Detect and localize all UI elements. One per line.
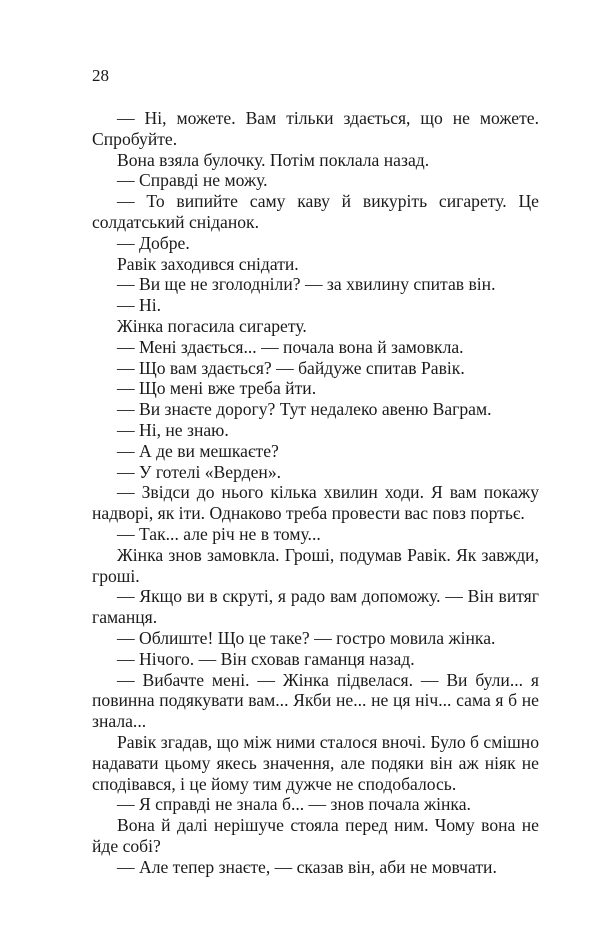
- paragraph: Жінка знов замовкла. Гроші, подумав Равік. Як завжди, гроші.: [92, 544, 539, 586]
- paragraph: — А де ви мешкаєте?: [117, 440, 279, 461]
- paragraph: — Ні.: [117, 295, 161, 316]
- paragraph: — Що вам здається? — байдуже спитав Равік.: [117, 357, 465, 378]
- paragraph: Вона й далі нерішуче стояла перед ним. Чому вона не йде собі?: [92, 815, 539, 856]
- paragraph: — Так... але річ не в тому...: [117, 523, 321, 544]
- paragraph: — Вибачте мені. — Жінка підвелася. — Ви були... я повинна подякувати вам... Якби не... не ця ніч... сама я б не знала...: [92, 669, 539, 732]
- paragraph: — У готелі «Верден».: [117, 461, 282, 482]
- paragraph: Жінка погасила сигарету.: [117, 315, 307, 336]
- paragraph: Равік заходився снідати.: [117, 253, 299, 274]
- page-number: 28: [92, 66, 109, 85]
- paragraph: — То випийте саму каву й викуріть сигарету. Це солдатський сніданок.: [92, 191, 539, 232]
- paragraph: Вона взяла булочку. Потім поклала назад.: [117, 149, 430, 170]
- paragraph: — Добре.: [117, 232, 190, 253]
- paragraph: — Ні, не знаю.: [117, 419, 229, 440]
- paragraph: — Ви знаєте дорогу? Тут недалеко авеню Ваграм.: [117, 399, 492, 420]
- paragraph: — Ні, можете. Вам тільки здається, що не можете. Спробуйте.: [92, 108, 539, 149]
- paragraph: — Звідси до нього кілька хвилин ходи. Я вам покажу надворі, як іти. Однаково треба провести вас повз портьє.: [92, 482, 539, 524]
- paragraph: — Що мені вже треба йти.: [117, 378, 317, 399]
- paragraph: — Я справді не знала б... — знов почала жінка.: [117, 794, 471, 815]
- paragraph: — Ви ще не зголодніли? — за хвилину спитав він.: [117, 274, 496, 295]
- paragraph: — Облиште! Що це таке? — гостро мовила жінка.: [117, 627, 496, 648]
- paragraph: — Справді не можу.: [117, 170, 268, 191]
- paragraph: — Якщо ви в скруті, я радо вам допоможу. — Він витяг гаманця.: [92, 586, 539, 628]
- paragraph: — Мені здається... — почала вона й замовкла.: [117, 336, 464, 357]
- paragraph: — Але тепер знаєте, — сказав він, аби не мовчати.: [117, 856, 497, 877]
- paragraph: Равік згадав, що між ними сталося вночі. Було б смішно надавати цьому якесь значення, але подяки він аж ніяк не сподівався, і це йому тим дужче не сподобалось.: [92, 731, 539, 794]
- body-text: [92, 108, 539, 877]
- paragraph: — Нічого. — Він сховав гаманця назад.: [117, 648, 415, 669]
